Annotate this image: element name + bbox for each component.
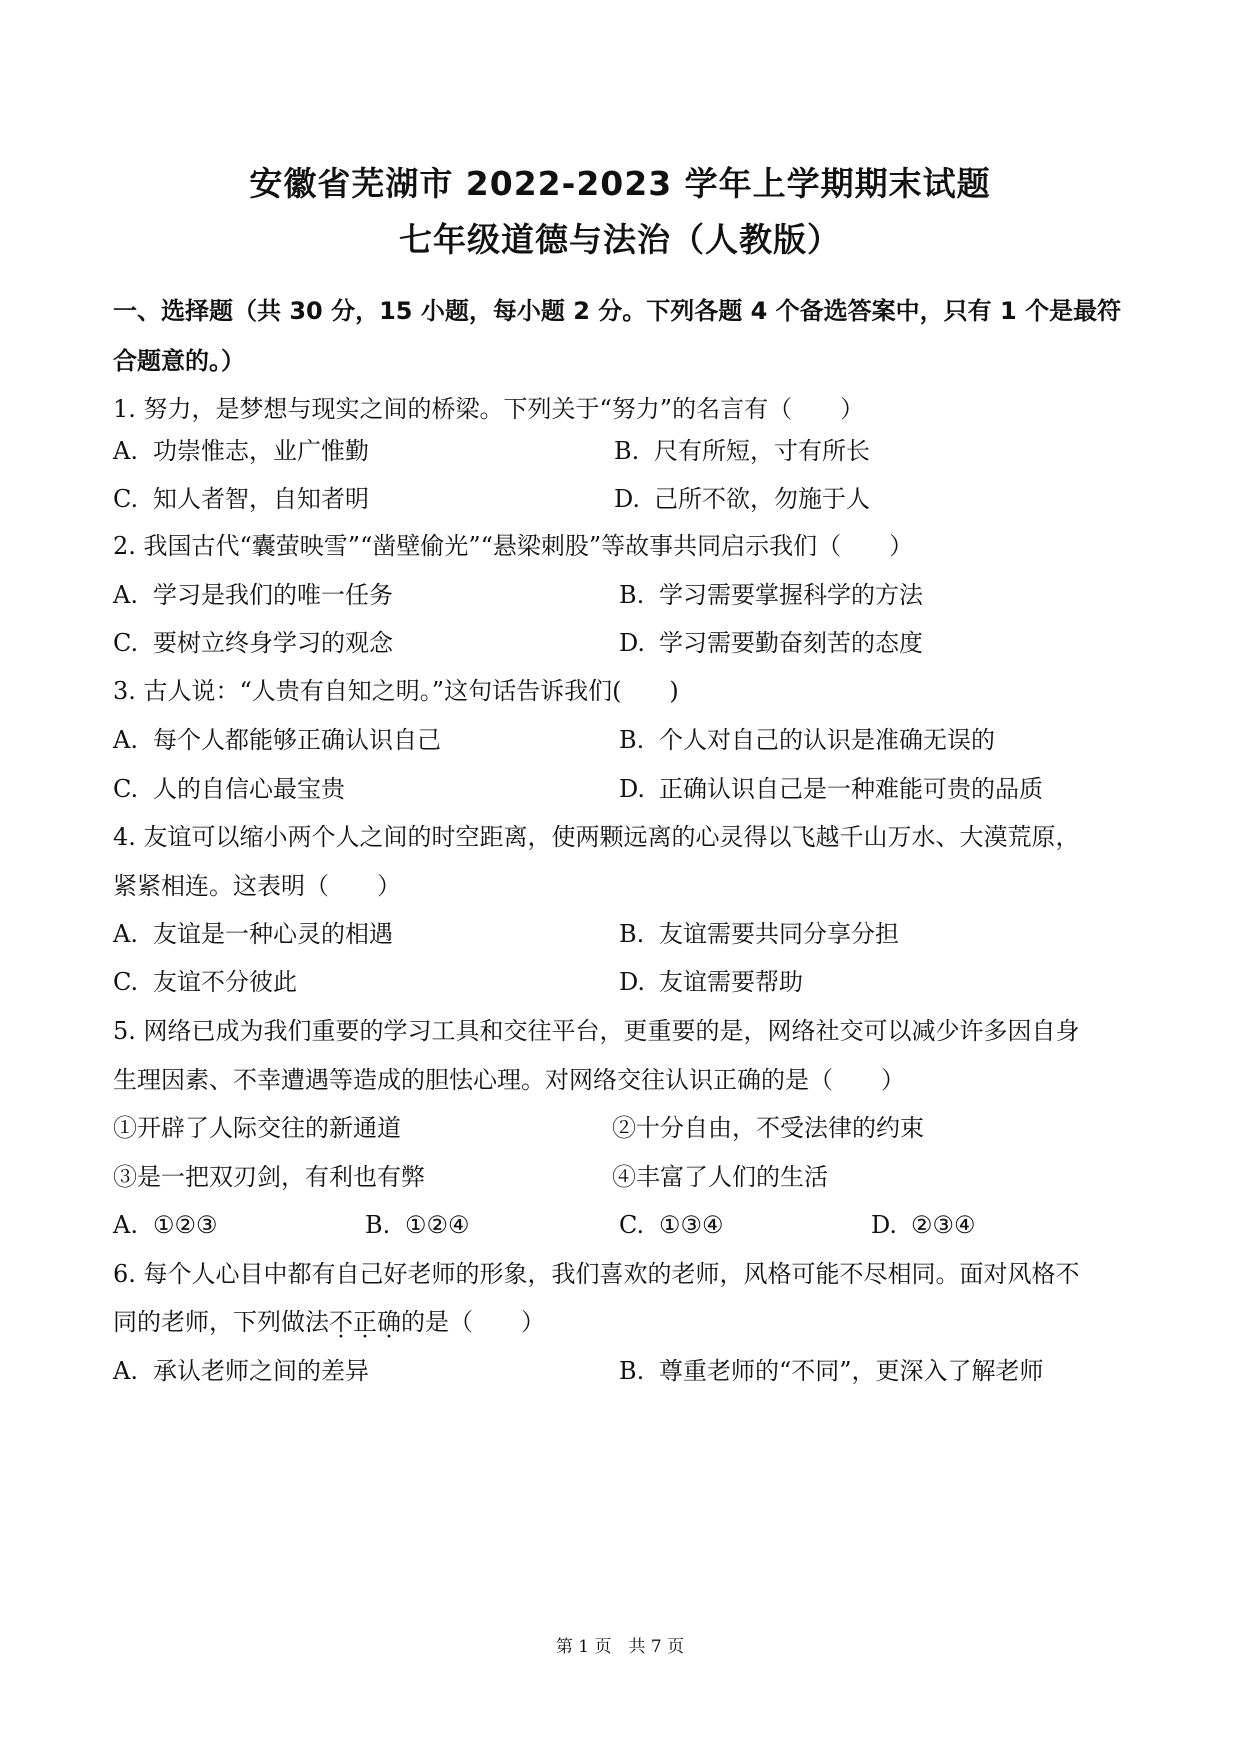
option-text: 正确认识自己是一种难能可贵的品质	[659, 775, 1043, 803]
option-text: 尺有所短，寸有所长	[654, 437, 870, 465]
question-4-stem-line2: 紧紧相连。这表明（ ）	[113, 872, 401, 900]
question-3-option-a	[113, 725, 441, 755]
question-1-option-b	[614, 436, 870, 466]
option-text: ①③④	[659, 1211, 724, 1239]
option-text: ①②④	[405, 1211, 470, 1239]
question-5-option-a	[113, 1210, 218, 1240]
option-letter: C.	[113, 629, 139, 657]
emphasis-char: 不	[329, 1308, 353, 1336]
emphasis-char: 确	[377, 1308, 401, 1336]
question-4-option-a	[113, 919, 393, 949]
question-2-option-a	[113, 580, 393, 610]
option-text: 友谊不分彼此	[153, 968, 297, 996]
option-text: 每个人都能够正确认识自己	[153, 726, 441, 754]
section-instruction-line1: 一、选择题（共 30 分，15 小题，每小题 2 分。下列各题 4 个备选答案中，只有 1 个是最符	[113, 297, 1122, 325]
question-2-option-b	[619, 580, 923, 610]
option-text: 人的自信心最宝贵	[153, 775, 345, 803]
question-3-stem: 3. 古人说：“人贵有自知之明。”这句话告诉我们( )	[113, 677, 679, 705]
option-letter: A.	[113, 1211, 138, 1239]
question-6-option-a	[113, 1356, 369, 1386]
option-letter: B.	[365, 1211, 391, 1239]
option-letter: B.	[619, 726, 645, 754]
option-text: 尊重老师的“不同”，更深入了解老师	[659, 1357, 1044, 1385]
question-6-stem-line1: 6. 每个人心目中都有自己好老师的形象，我们喜欢的老师，风格可能不尽相同。面对风格不	[113, 1260, 1080, 1288]
stem-text-after: 的是（ ）	[401, 1308, 545, 1336]
option-letter: A.	[113, 726, 138, 754]
exam-subtitle: 七年级道德与法治（人教版）	[399, 220, 841, 259]
option-text: ②③④	[911, 1211, 976, 1239]
question-5-option-d	[871, 1210, 976, 1240]
option-letter: D.	[871, 1211, 898, 1239]
question-6-option-b	[619, 1356, 1044, 1386]
option-text: 己所不欲，勿施于人	[654, 485, 870, 513]
question-5-statement-2: ②十分自由，不受法律的约束	[612, 1114, 924, 1142]
option-letter: A.	[113, 1357, 138, 1385]
question-5-statement-1: ①开辟了人际交往的新通道	[113, 1114, 401, 1142]
question-5-option-c	[619, 1210, 724, 1240]
option-letter: D.	[614, 485, 641, 513]
question-1-option-a	[113, 436, 369, 466]
option-letter: D.	[619, 775, 646, 803]
section-instruction-line2: 合题意的。）	[113, 347, 245, 375]
question-5-statement-3: ③是一把双刃剑，有利也有弊	[113, 1163, 425, 1191]
stem-text-before: 同的老师，下列做法	[113, 1308, 329, 1336]
question-3-option-b	[619, 725, 995, 755]
option-letter: B.	[614, 437, 640, 465]
question-5-stem-line2: 生理因素、不幸遭遇等造成的胆怯心理。对网络交往认识正确的是（ ）	[113, 1066, 905, 1094]
question-4-stem-line1: 4. 友谊可以缩小两个人之间的时空距离，使两颗远离的心灵得以飞越千山万水、大漠荒原，	[113, 823, 1080, 851]
question-5-option-b	[365, 1210, 470, 1240]
option-letter: A.	[113, 581, 138, 609]
option-letter: D.	[619, 629, 646, 657]
question-2-option-d	[619, 628, 923, 658]
question-1-stem: 1. 努力，是梦想与现实之间的桥梁。下列关于“努力”的名言有（ ）	[113, 395, 865, 423]
question-3-option-d	[619, 774, 1043, 804]
option-text: 功崇惟志，业广惟勤	[153, 437, 369, 465]
option-letter: C.	[113, 968, 139, 996]
question-4-option-d	[619, 967, 803, 997]
option-letter: B.	[619, 1357, 645, 1385]
option-letter: D.	[619, 968, 646, 996]
question-4-option-c	[113, 967, 297, 997]
option-text: 友谊是一种心灵的相遇	[153, 920, 393, 948]
question-5-statement-4: ④丰富了人们的生活	[612, 1163, 828, 1191]
option-letter: C.	[113, 775, 139, 803]
option-letter: C.	[619, 1211, 645, 1239]
option-text: 友谊需要共同分享分担	[659, 920, 899, 948]
option-letter: A.	[113, 920, 138, 948]
emphasis-char: 正	[353, 1308, 377, 1336]
option-text: ①②③	[153, 1211, 218, 1239]
exam-title: 安徽省芜湖市 2022-2023 学年上学期期末试题	[249, 164, 991, 203]
question-2-stem: 2. 我国古代“囊萤映雪”“凿壁偷光”“悬梁刺股”等故事共同启示我们（ ）	[113, 532, 914, 560]
option-letter: A.	[113, 437, 138, 465]
option-letter: B.	[619, 581, 645, 609]
option-letter: B.	[619, 920, 645, 948]
question-5-stem-line1: 5. 网络已成为我们重要的学习工具和交往平台，更重要的是，网络社交可以减少许多因自身	[113, 1017, 1080, 1045]
question-1-option-c	[113, 484, 369, 514]
option-text: 学习需要勤奋刻苦的态度	[659, 629, 923, 657]
page-number-footer: 第 1 页 共 7 页	[555, 1637, 685, 1657]
question-4-option-b	[619, 919, 899, 949]
option-text: 知人者智，自知者明	[153, 485, 369, 513]
option-text: 个人对自己的认识是准确无误的	[659, 726, 995, 754]
option-text: 要树立终身学习的观念	[153, 629, 393, 657]
option-text: 友谊需要帮助	[659, 968, 803, 996]
option-text: 承认老师之间的差异	[153, 1357, 369, 1385]
option-text: 学习需要掌握科学的方法	[659, 581, 923, 609]
question-1-option-d	[614, 484, 870, 514]
question-6-stem-line2	[113, 1307, 545, 1337]
question-2-option-c	[113, 628, 393, 658]
option-letter: C.	[113, 485, 139, 513]
option-text: 学习是我们的唯一任务	[153, 581, 393, 609]
question-3-option-c	[113, 774, 345, 804]
